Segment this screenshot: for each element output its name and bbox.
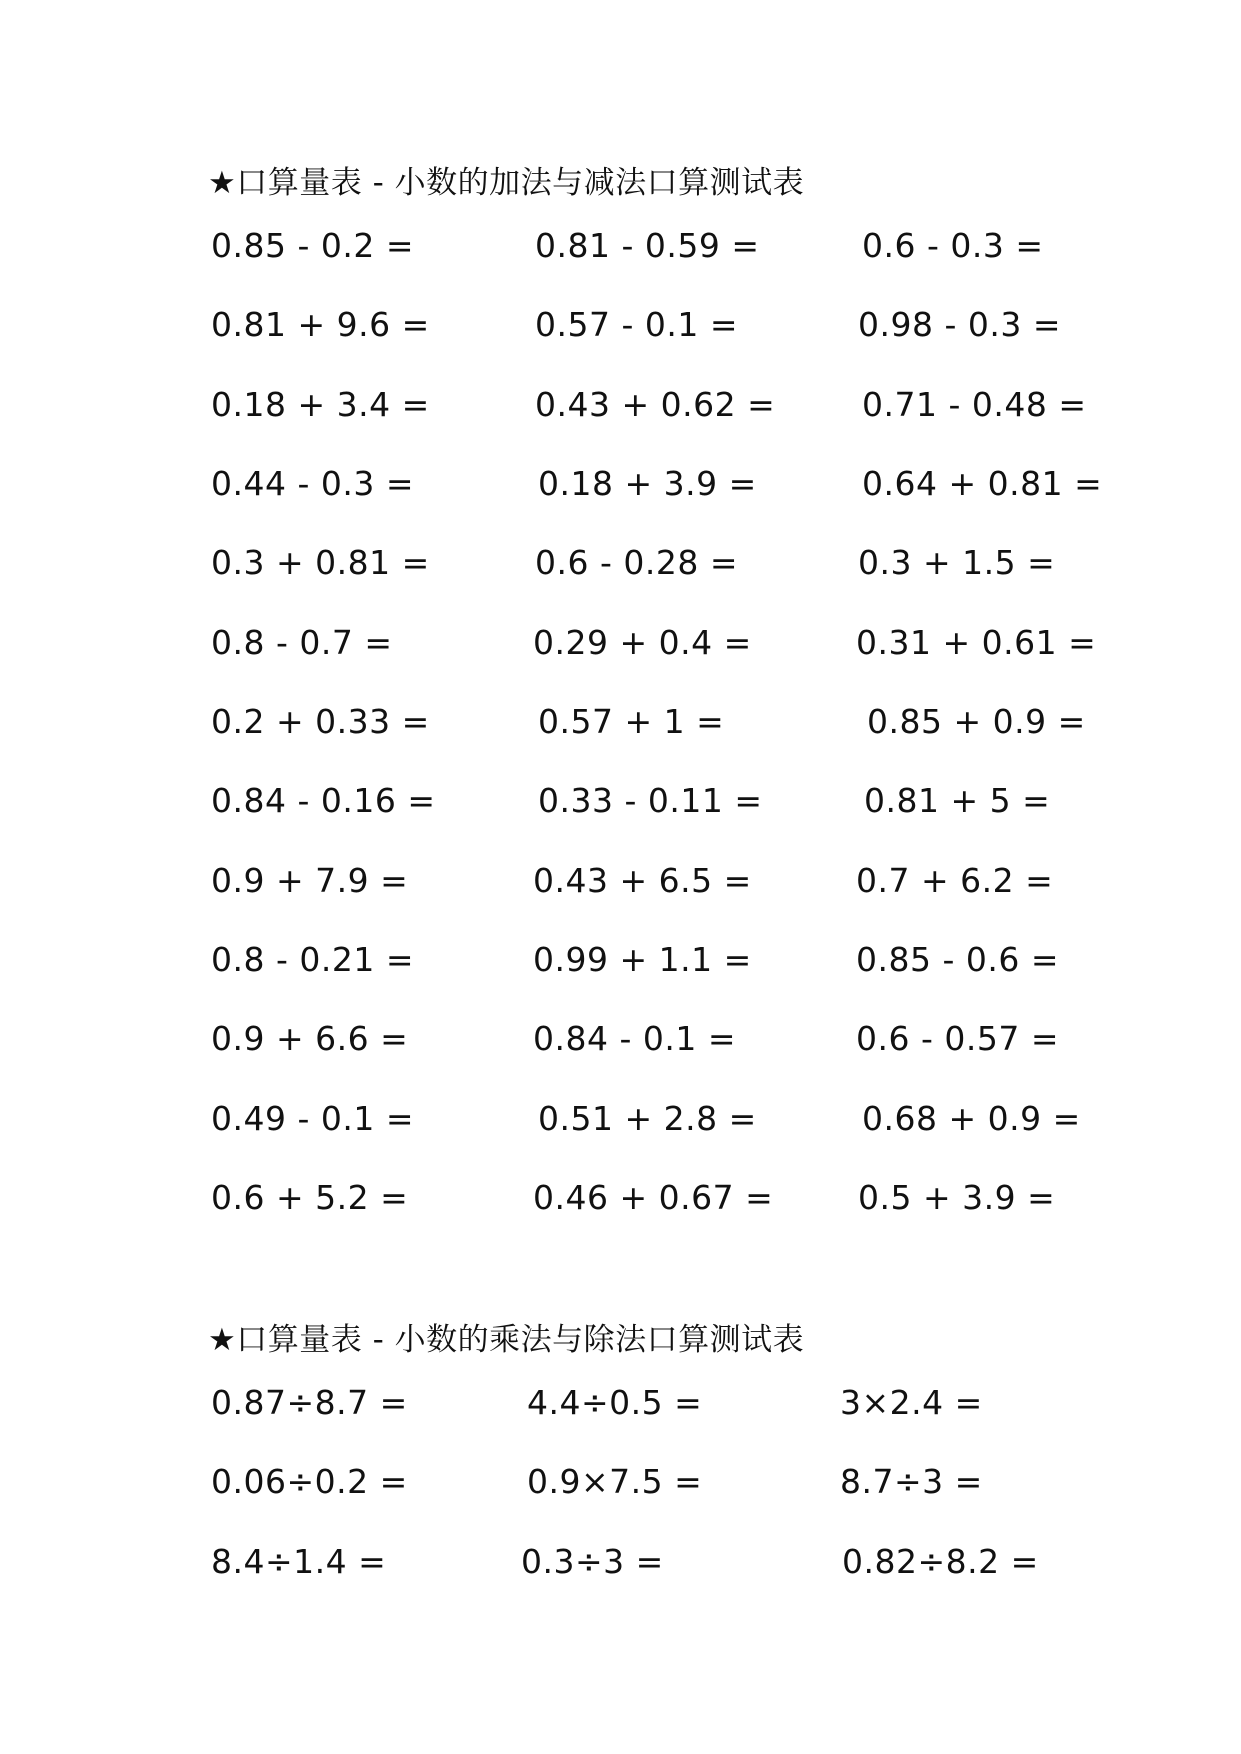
equation: 0.6 + 5.2 = [211, 1178, 409, 1217]
equation: 0.18 + 3.4 = [211, 385, 430, 424]
equation: 0.29 + 0.4 = [533, 623, 752, 662]
equation: 0.51 + 2.8 = [538, 1099, 757, 1138]
equation: 0.64 + 0.81 = [862, 464, 1103, 503]
equation: 0.85 + 0.9 = [867, 702, 1086, 741]
equation: 0.9×7.5 = [527, 1462, 703, 1501]
equation: 0.81 + 5 = [864, 781, 1051, 820]
equation: 0.33 - 0.11 = [538, 781, 763, 820]
equation: 0.84 - 0.1 = [533, 1019, 736, 1058]
equation: 0.8 - 0.21 = [211, 940, 414, 979]
equation: 0.82÷8.2 = [842, 1542, 1039, 1581]
equation: 0.85 - 0.6 = [856, 940, 1059, 979]
equation: 8.4÷1.4 = [211, 1542, 387, 1581]
equation: 3×2.4 = [840, 1383, 983, 1422]
equation: 0.06÷0.2 = [211, 1462, 408, 1501]
equation: 0.43 + 6.5 = [533, 861, 752, 900]
equation: 0.87÷8.7 = [211, 1383, 408, 1422]
equation: 0.8 - 0.7 = [211, 623, 393, 662]
equation: 0.6 - 0.3 = [862, 226, 1044, 265]
equation: 0.9 + 7.9 = [211, 861, 409, 900]
equation: 8.7÷3 = [840, 1462, 983, 1501]
equation: 0.44 - 0.3 = [211, 464, 414, 503]
equation: 0.3 + 1.5 = [858, 543, 1056, 582]
equation: 0.9 + 6.6 = [211, 1019, 409, 1058]
equation: 0.81 + 9.6 = [211, 305, 430, 344]
equation: 0.3÷3 = [521, 1542, 664, 1581]
equation: 0.49 - 0.1 = [211, 1099, 414, 1138]
equation: 0.71 - 0.48 = [862, 385, 1087, 424]
equation: 0.84 - 0.16 = [211, 781, 436, 820]
equation: 0.3 + 0.81 = [211, 543, 430, 582]
equation: 0.6 - 0.57 = [856, 1019, 1059, 1058]
equation: 0.7 + 6.2 = [856, 861, 1054, 900]
equation: 0.18 + 3.9 = [538, 464, 757, 503]
equation: 0.85 - 0.2 = [211, 226, 414, 265]
equation: 0.2 + 0.33 = [211, 702, 430, 741]
equation: 0.81 - 0.59 = [535, 226, 760, 265]
equation: 0.98 - 0.3 = [858, 305, 1061, 344]
equation: 0.57 + 1 = [538, 702, 725, 741]
section-title-multiplication-division: ★口算量表 - 小数的乘法与除法口算测试表 [208, 1322, 805, 1358]
section-title-addition-subtraction: ★口算量表 - 小数的加法与减法口算测试表 [208, 165, 805, 201]
equation: 4.4÷0.5 = [527, 1383, 703, 1422]
equation: 0.99 + 1.1 = [533, 940, 752, 979]
equation: 0.5 + 3.9 = [858, 1178, 1056, 1217]
equation: 0.46 + 0.67 = [533, 1178, 774, 1217]
equation: 0.43 + 0.62 = [535, 385, 776, 424]
equation: 0.57 - 0.1 = [535, 305, 738, 344]
equation: 0.6 - 0.28 = [535, 543, 738, 582]
equation: 0.31 + 0.61 = [856, 623, 1097, 662]
equation: 0.68 + 0.9 = [862, 1099, 1081, 1138]
